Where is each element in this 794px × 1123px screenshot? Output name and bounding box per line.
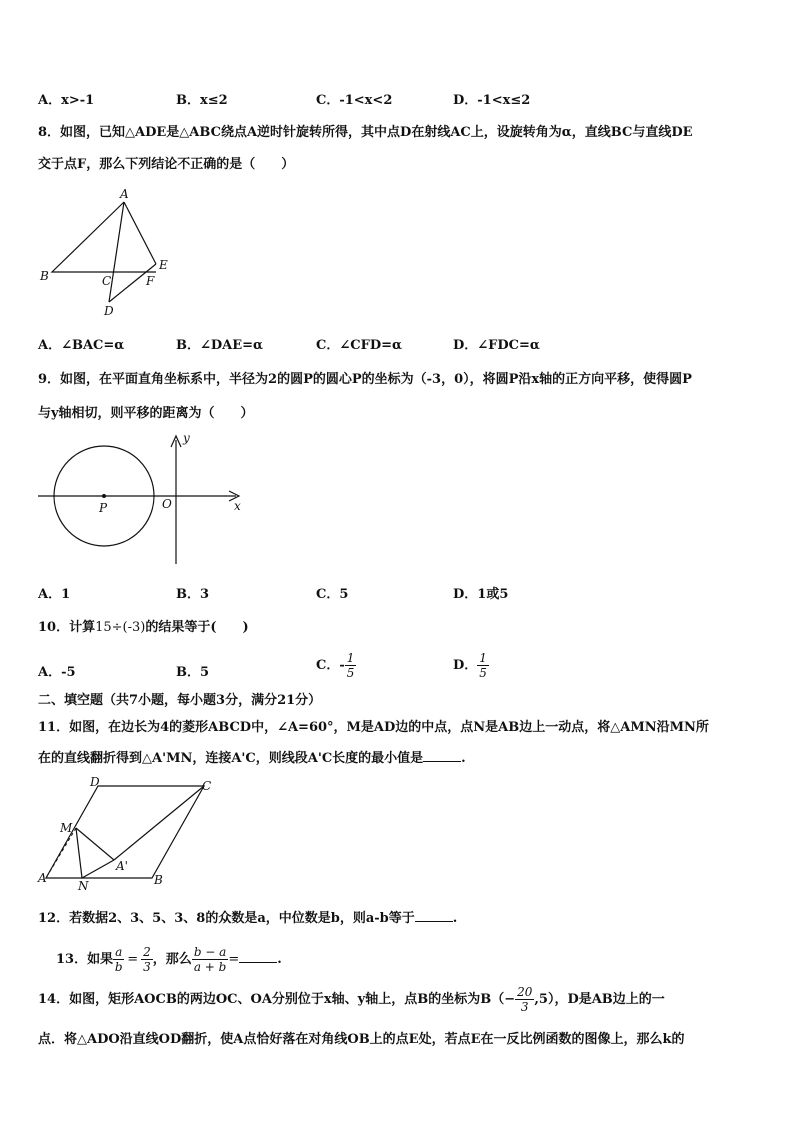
q9-option-a: A．1: [38, 587, 71, 602]
q12-stem: [38, 909, 457, 929]
q9-option-d: D．1或5: [453, 587, 509, 602]
fraction-denominator: 3: [143, 960, 151, 974]
q13-mid: ，那么: [152, 952, 192, 967]
fraction-denominator: 5: [346, 666, 355, 680]
q11-stem-line2-text: 在的直线翻折得到△A'MN，连接A'C，则线段A'C长度的最小值是: [38, 751, 424, 766]
q13-fraction-2-over-3: [141, 945, 153, 974]
q10-option-d-prefix: D．: [453, 658, 478, 673]
answer-blank[interactable]: [239, 950, 277, 963]
fraction-numerator: 20: [517, 985, 533, 999]
q10-option-b: B．5: [176, 665, 210, 680]
q11-label-d: D: [90, 775, 100, 789]
q11-label-m: M: [60, 821, 73, 835]
q10-expression: 15÷(-3): [95, 620, 146, 635]
q8-option-b: B．∠DAE=α: [176, 338, 264, 353]
q11-stem-line1: 11．如图，在边长为4的菱形ABCD中，∠A=60°，M是AD边的中点，点N是AB边上一动点，将△AMN沿MN所: [38, 720, 709, 735]
q13-prefix: 13．如果: [56, 952, 114, 967]
q11-label-a-prime: A': [116, 859, 128, 873]
fraction-denominator: b: [114, 960, 123, 974]
q10-stem: [38, 618, 249, 638]
q10-suffix: 的结果等于( ): [145, 620, 249, 635]
q8-label-a: A: [120, 187, 129, 201]
q8-label-b: B: [40, 269, 49, 283]
q9-label-o: O: [162, 497, 172, 511]
q9-label-y: y: [183, 431, 190, 445]
q8-stem-line1: 8．如图，已知△ADE是△ABC绕点A逆时针旋转所得，其中点D在射线AC上，设旋转角为α，直线BC与直线DE: [38, 125, 693, 140]
q9-option-c: C．5: [316, 587, 349, 602]
q10-option-c-prefix: C．-: [316, 658, 345, 673]
fraction-denominator: 3: [520, 1000, 529, 1014]
section-heading-fill-in: 二、填空题（共7小题，每小题3分，满分21分）: [38, 693, 322, 708]
q8-stem-line2: 交于点F，那么下列结论不正确的是（ ）: [38, 157, 295, 172]
q10-option-d: [453, 651, 489, 680]
q13-end: .: [277, 952, 282, 967]
q10-option-c-fraction: [345, 651, 357, 680]
q8-option-d: D．∠FDC=α: [453, 338, 540, 353]
q11-stem-line2-end: .: [461, 751, 466, 766]
q14-stem-line2: 点．将△ADO沿直线OD翻折，使A点恰好落在对角线OB上的点E处，若点E在一反比例函数的图像上，那么k的: [38, 1032, 685, 1047]
q10-prefix: 10．计算: [38, 620, 96, 635]
q9-stem-line2: 与y轴相切，则平移的距离为（ ）: [38, 406, 254, 421]
q14-stem-line1: [38, 984, 665, 1016]
q11-label-b: B: [154, 873, 163, 887]
q10-option-d-fraction: [477, 651, 489, 680]
q11-label-n: N: [78, 879, 89, 893]
fraction-numerator: a: [115, 945, 123, 959]
fraction-denominator: a + b: [193, 960, 227, 974]
q9-option-b: B．3: [176, 587, 210, 602]
q7-option-a: A．x>-1: [38, 93, 95, 108]
q13-stem: [56, 944, 282, 976]
q7-option-b: B．x≤2: [176, 93, 228, 108]
q9-label-x: x: [234, 499, 241, 513]
fraction-numerator: 1: [346, 651, 355, 665]
q11-rhombus-figure: [32, 772, 222, 894]
answer-blank[interactable]: [423, 749, 461, 762]
q8-option-a: A．∠BAC=α: [38, 338, 125, 353]
fraction-numerator: 1: [479, 651, 487, 665]
q9-coordinate-figure: [36, 428, 250, 568]
q13-equals: =: [127, 952, 139, 967]
q9-stem-line1: 9．如图，在平面直角坐标系中，半径为2的圆P的圆心P的坐标为（-3，0），将圆P沿x轴的正方向平移，使得圆P: [38, 372, 692, 387]
answer-blank[interactable]: [415, 909, 453, 922]
q8-triangle-figure: [36, 186, 176, 318]
q12-stem-text: 12．若数据2、3、5、3、8的众数是a，中位数是b，则a-b等于: [38, 911, 415, 926]
q8-label-f: F: [146, 274, 155, 288]
q8-label-e: E: [159, 258, 168, 272]
q7-option-c: C．-1<x<2: [316, 93, 393, 108]
q14-stem-line1-text: 14．如图，矩形AOCB的两边OC、OA分别位于x轴、y轴上，点B的坐标为B（−: [38, 992, 516, 1007]
q14-stem-line1-end: ,5），D是AB边上的一: [534, 992, 665, 1007]
q13-suffix: =: [228, 952, 240, 967]
q8-label-d: D: [104, 304, 114, 318]
q12-stem-end: .: [452, 911, 458, 926]
q7-option-d: D．-1<x≤2: [453, 93, 531, 108]
q8-option-c: C．∠CFD=α: [316, 338, 402, 353]
q10-option-c: [316, 651, 356, 680]
q8-label-c: C: [102, 274, 112, 288]
q9-label-p: P: [99, 501, 108, 515]
q14-fraction: [515, 985, 534, 1014]
q11-label-c: C: [202, 779, 212, 793]
fraction-denominator: 5: [479, 666, 487, 680]
fraction-numerator: b − a: [193, 945, 227, 959]
q10-option-a: A．-5: [38, 665, 76, 680]
q11-label-a: A: [38, 871, 47, 885]
q13-fraction-a-over-b: [113, 945, 124, 974]
fraction-numerator: 2: [143, 945, 151, 959]
q13-fraction-expression: [192, 945, 229, 974]
q11-stem-line2: [38, 749, 466, 769]
